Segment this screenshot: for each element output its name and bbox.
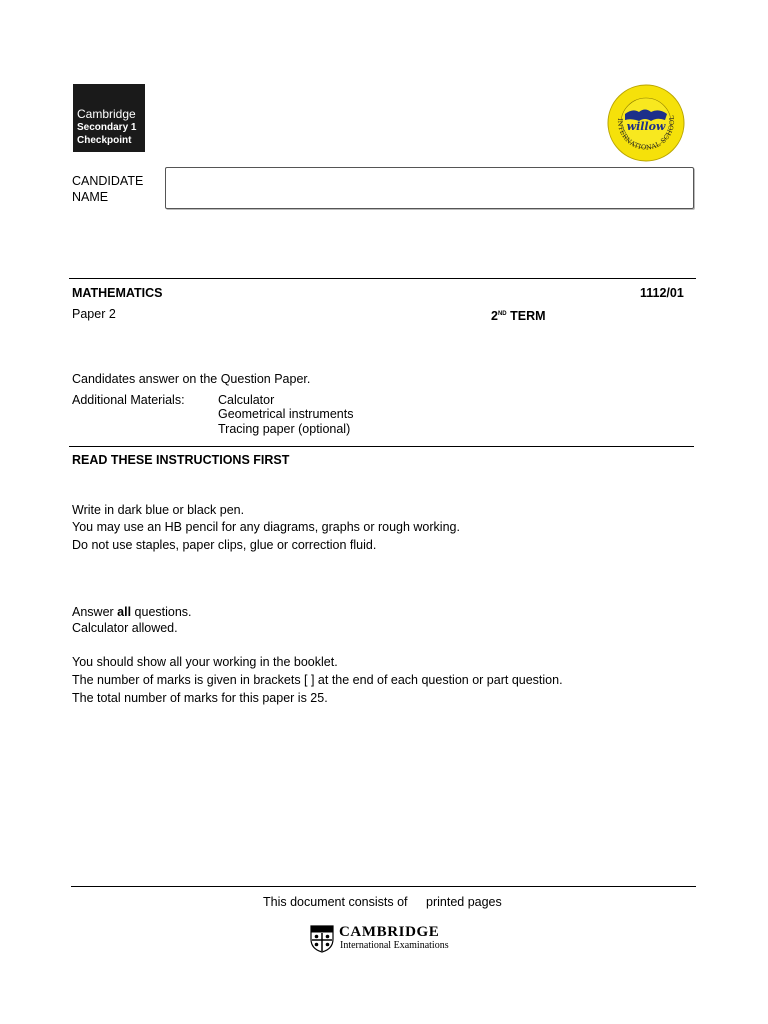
header-top-rule	[69, 278, 696, 279]
pages-post: printed pages	[426, 895, 502, 909]
footer-rule	[71, 886, 696, 887]
instruction-line: Do not use staples, paper clips, glue or correction fluid.	[72, 538, 377, 552]
subject-title: MATHEMATICS	[72, 286, 163, 300]
instruction-line: You may use an HB pencil for any diagrams, graphs or rough working.	[72, 520, 460, 534]
paper-code: 1112/01	[640, 286, 684, 300]
candidate-name-box[interactable]	[165, 167, 694, 209]
logo-line-2: Secondary 1	[77, 122, 137, 133]
calculator-line: Calculator allowed.	[72, 621, 178, 635]
term-word: TERM	[510, 309, 546, 323]
instruction-line: Write in dark blue or black pen.	[72, 503, 245, 517]
materials-item: Calculator	[218, 393, 275, 407]
materials-item: Geometrical instruments	[218, 407, 354, 421]
instructions-rule	[69, 446, 694, 447]
school-seal-logo	[607, 84, 685, 162]
cambridge-footer-logo	[310, 925, 470, 953]
instructions-heading: READ THESE INSTRUCTIONS FIRST	[72, 453, 290, 467]
candidate-label-line2: NAME	[72, 190, 109, 204]
term-number: 2	[491, 309, 498, 323]
logo-line-3: Checkpoint	[77, 135, 132, 146]
logo-line-1: Cambridge	[77, 107, 136, 121]
instruction-line: The total number of marks for this paper is 25.	[72, 691, 328, 705]
pages-pre: This document consists of	[263, 895, 408, 909]
answer-bold: all	[117, 605, 132, 619]
paper-number: Paper 2	[72, 307, 116, 321]
term-ordinal: ND	[497, 311, 507, 317]
materials-label: Additional Materials:	[72, 393, 185, 407]
answer-all-line	[72, 604, 192, 620]
instruction-line: The number of marks is given in brackets [ ] at the end of each question or part question.	[72, 673, 563, 687]
cambridge-brand-sub: International Examinations	[340, 940, 449, 951]
materials-intro: Candidates answer on the Question Paper.	[72, 372, 311, 386]
answer-post: questions.	[131, 605, 192, 619]
answer-pre: Answer	[72, 605, 118, 619]
seal-ring-text: INTERNATIONAL SCHOOL	[615, 114, 677, 152]
candidate-label-line1: CANDIDATE	[72, 174, 144, 188]
cambridge-brand: CAMBRIDGE	[339, 924, 440, 940]
seal-brand-text: willow	[626, 120, 666, 133]
crest-icon	[310, 925, 334, 953]
instruction-line: You should show all your working in the booklet.	[72, 655, 338, 669]
materials-item: Tracing paper (optional)	[218, 422, 351, 436]
term-label	[491, 306, 546, 324]
checkpoint-logo	[73, 84, 145, 152]
